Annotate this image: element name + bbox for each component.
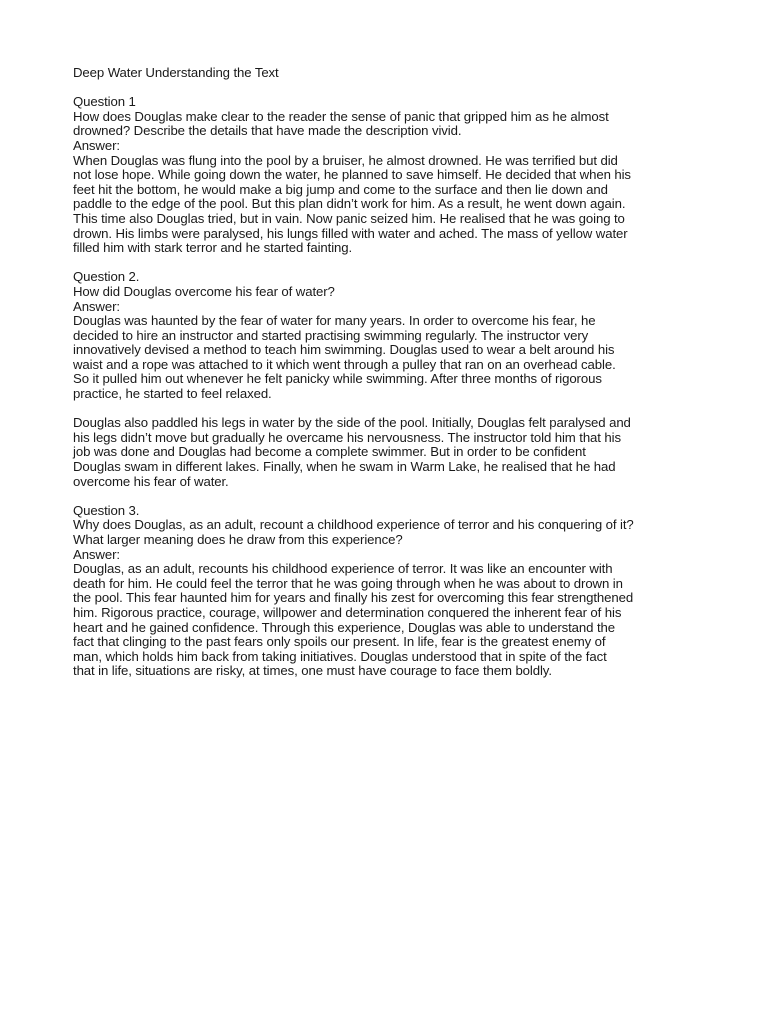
answer-3-line: man, which holds him back from taking initiatives. Douglas understood that in spite of the fact: [73, 648, 607, 664]
answer-1-line: feet hit the bottom, he would make a big jump and come to the surface and then lie down and: [73, 181, 608, 197]
answer-2-line: innovatively devised a method to teach him swimming. Douglas used to wear a belt around his: [73, 342, 615, 358]
answer-1-line: not lose hope. While going down the water, he planned to save himself. He decided that when his: [73, 167, 631, 183]
answer-2-line: Douglas was haunted by the fear of water for many years. In order to overcome his fear, he: [73, 313, 596, 329]
question-3-label: Question 3.: [73, 502, 140, 518]
answer-2-line: So it pulled him out whenever he felt panicky while swimming. After three months of rigorous: [73, 371, 602, 387]
spacer: [73, 402, 713, 417]
document-title: Deep Water Understanding the Text: [73, 65, 279, 80]
answer-3-line: heart and he gained confidence. Through this experience, Douglas was able to understand the: [73, 619, 615, 635]
answer-1-line: This time also Douglas tried, but in vain. Now panic seized him. He realised that he was going to: [73, 210, 625, 226]
answer-3-line: fact that clinging to the past fears only spoils our present. In life, fear is the greatest enemy of: [73, 634, 606, 650]
spacer: [73, 81, 713, 96]
answer-2b-line: overcome his fear of water.: [73, 473, 229, 489]
question-3-text-line: Why does Douglas, as an adult, recount a childhood experience of terror and his conquering of it?: [73, 517, 634, 533]
answer-2b-line: job was done and Douglas had become a complete swimmer. But in order to be confident: [73, 444, 586, 460]
document-page: [73, 66, 713, 679]
answer-1-line: drown. His limbs were paralysed, his lungs filled with water and ached. The mass of yellow water: [73, 225, 628, 241]
question-2-label: Question 2.: [73, 269, 140, 285]
answer-1-line: When Douglas was flung into the pool by a bruiser, he almost drowned. He was terrified but did: [73, 152, 618, 168]
answer-3-line: him. Rigorous practice, courage, willpower and determination conquered the inherent fear of his: [73, 604, 622, 620]
question-3-section: [73, 504, 713, 679]
answer-1-label: Answer:: [73, 137, 120, 153]
answer-2b-line: Douglas also paddled his legs in water by the side of the pool. Initially, Douglas felt paralysed and: [73, 415, 631, 431]
answer-3-label: Answer:: [73, 546, 120, 562]
question-2-section: [73, 270, 713, 489]
spacer: [73, 256, 713, 271]
answer-3-line: that in life, situations are risky, at times, one must have courage to face them boldly.: [73, 663, 552, 679]
answer-2-label: Answer:: [73, 298, 120, 314]
question-1-text-line: How does Douglas make clear to the reader the sense of panic that gripped him as he almost: [73, 108, 609, 124]
answer-1-line: filled him with stark terror and he started fainting.: [73, 240, 353, 256]
answer-1-line: paddle to the edge of the pool. But this plan didn’t work for him. As a result, he went down again.: [73, 196, 626, 212]
question-1-label: Question 1: [73, 94, 136, 110]
question-3-text-line: What larger meaning does he draw from this experience?: [73, 532, 403, 547]
answer-2-line: waist and a rope was attached to it which went through a pulley that ran on an overhead cable.: [73, 356, 616, 372]
answer-3-line: death for him. He could feel the terror that he was going through when he was about to drown in: [73, 575, 623, 591]
answer-3-line: the pool. This fear haunted him for years and finally his zest for overcoming this fear strengthened: [73, 590, 634, 606]
question-1-text-line: drowned? Describe the details that have made the description vivid.: [73, 123, 462, 139]
answer-3-line: Douglas, as an adult, recounts his childhood experience of terror. It was like an encounter with: [73, 561, 613, 577]
spacer: [73, 489, 713, 504]
question-1-section: [73, 95, 713, 256]
answer-2b-line: his legs didn’t move but gradually he overcame his nervousness. The instructor told him that his: [73, 429, 621, 445]
answer-2-line: decided to hire an instructor and started practising swimming regularly. The instructor very: [73, 327, 589, 343]
answer-2-line: practice, he started to feel relaxed.: [73, 386, 272, 402]
answer-2b-line: Douglas swam in different lakes. Finally, when he swam in Warm Lake, he realised that he had: [73, 459, 616, 475]
question-2-text-line: How did Douglas overcome his fear of water?: [73, 283, 335, 299]
